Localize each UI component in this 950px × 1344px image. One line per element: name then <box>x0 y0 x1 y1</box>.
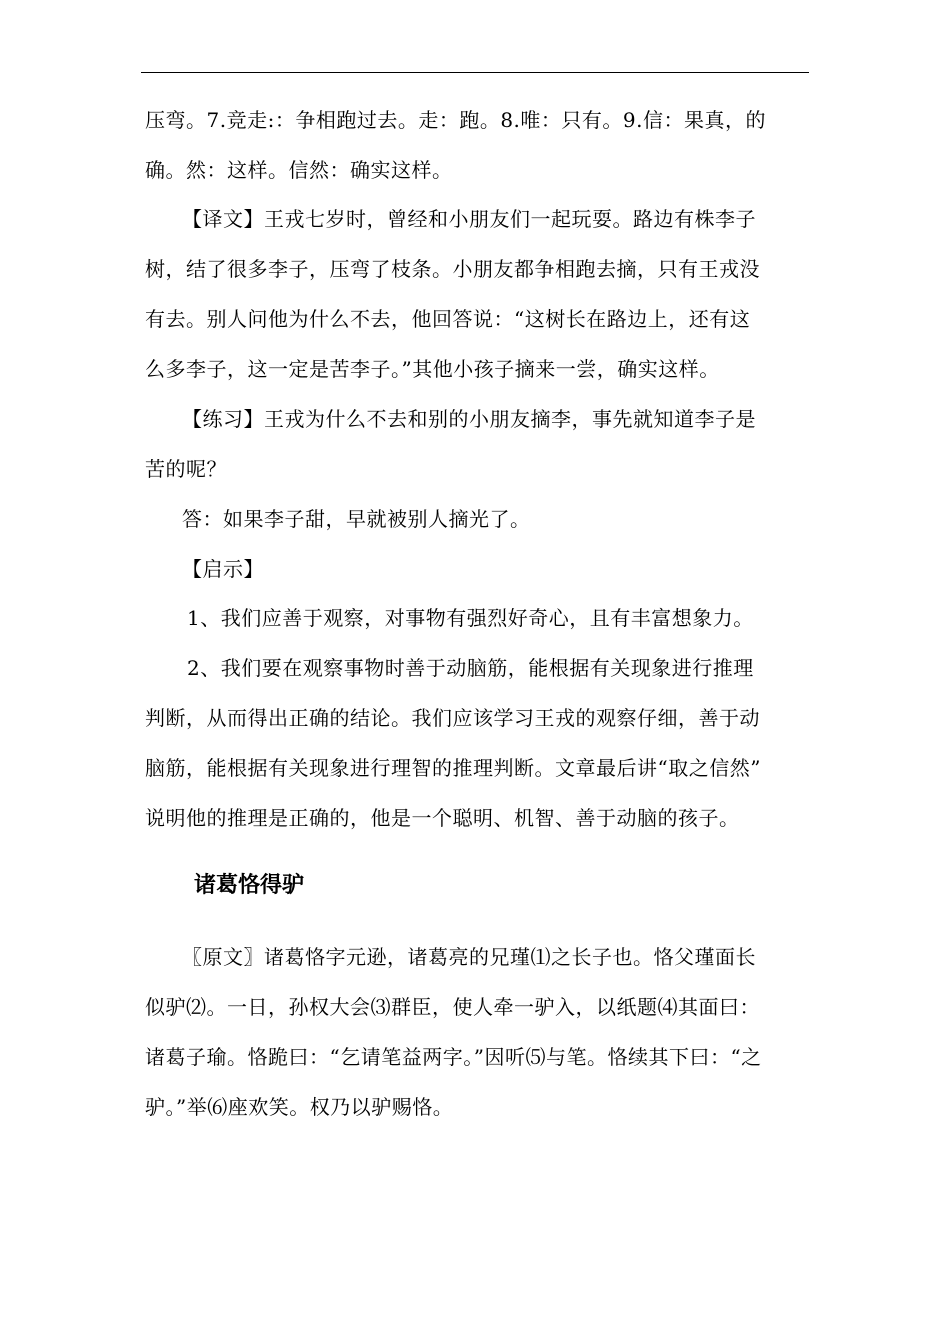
text-line: 【练习】王戎为什么不去和别的小朋友摘李，事先就知道李子是 <box>182 407 756 431</box>
text-line: 【译文】王戎七岁时，曾经和小朋友们一起玩耍。路边有株李子 <box>182 207 756 231</box>
text-line: 说明他的推理是正确的，他是一个聪明、机智、善于动脑的孩子。 <box>145 806 740 830</box>
header-rule <box>141 72 809 73</box>
text-line: 树，结了很多李子，压弯了枝条。小朋友都争相跑去摘，只有王戎没 <box>145 257 760 281</box>
text-line: 〖原文〗诸葛恪字元逊，诸葛亮的兄瑾⑴之长子也。恪父瑾面长 <box>182 945 756 969</box>
text-line: 有去。别人问他为什么不去，他回答说：“这树长在路边上，还有这 <box>145 307 751 331</box>
text-line: 似驴⑵。一日，孙权大会⑶群臣，使人牵一驴入，以纸题⑷其面曰： <box>145 995 760 1019</box>
text-line: 脑筋，能根据有关现象进行理智的推理判断。文章最后讲“取之信然” <box>145 756 761 780</box>
list-item: 1、我们应善于观察，对事物有强烈好奇心，且有丰富想象力。 <box>187 606 754 630</box>
answer-line: 答：如果李子甜，早就被别人摘光了。 <box>182 507 531 531</box>
section-title: 诸葛恪得驴 <box>194 873 305 898</box>
heading-qishi: 【启示】 <box>182 557 264 581</box>
text-line: 驴。”举⑹座欢笑。权乃以驴赐恪。 <box>145 1095 454 1119</box>
text-line: 么多李子，这一定是苦李子。”其他小孩子摘来一尝，确实这样。 <box>145 357 720 381</box>
text-line: 确。然：这样。信然：确实这样。 <box>145 158 453 182</box>
text-line: 诸葛子瑜。恪跪曰：“乞请笔益两字。”因听⑸与笔。恪续其下曰：“之 <box>145 1045 762 1069</box>
text-line: 判断，从而得出正确的结论。我们应该学习王戎的观察仔细，善于动 <box>145 706 760 730</box>
list-item: 2、我们要在观察事物时善于动脑筋，能根据有关现象进行推理 <box>187 656 754 680</box>
text-line: 压弯。7.竞走:：争相跑过去。走：跑。8.唯：只有。9.信：果真，的 <box>145 108 766 132</box>
text-line: 苦的呢？ <box>145 457 227 481</box>
